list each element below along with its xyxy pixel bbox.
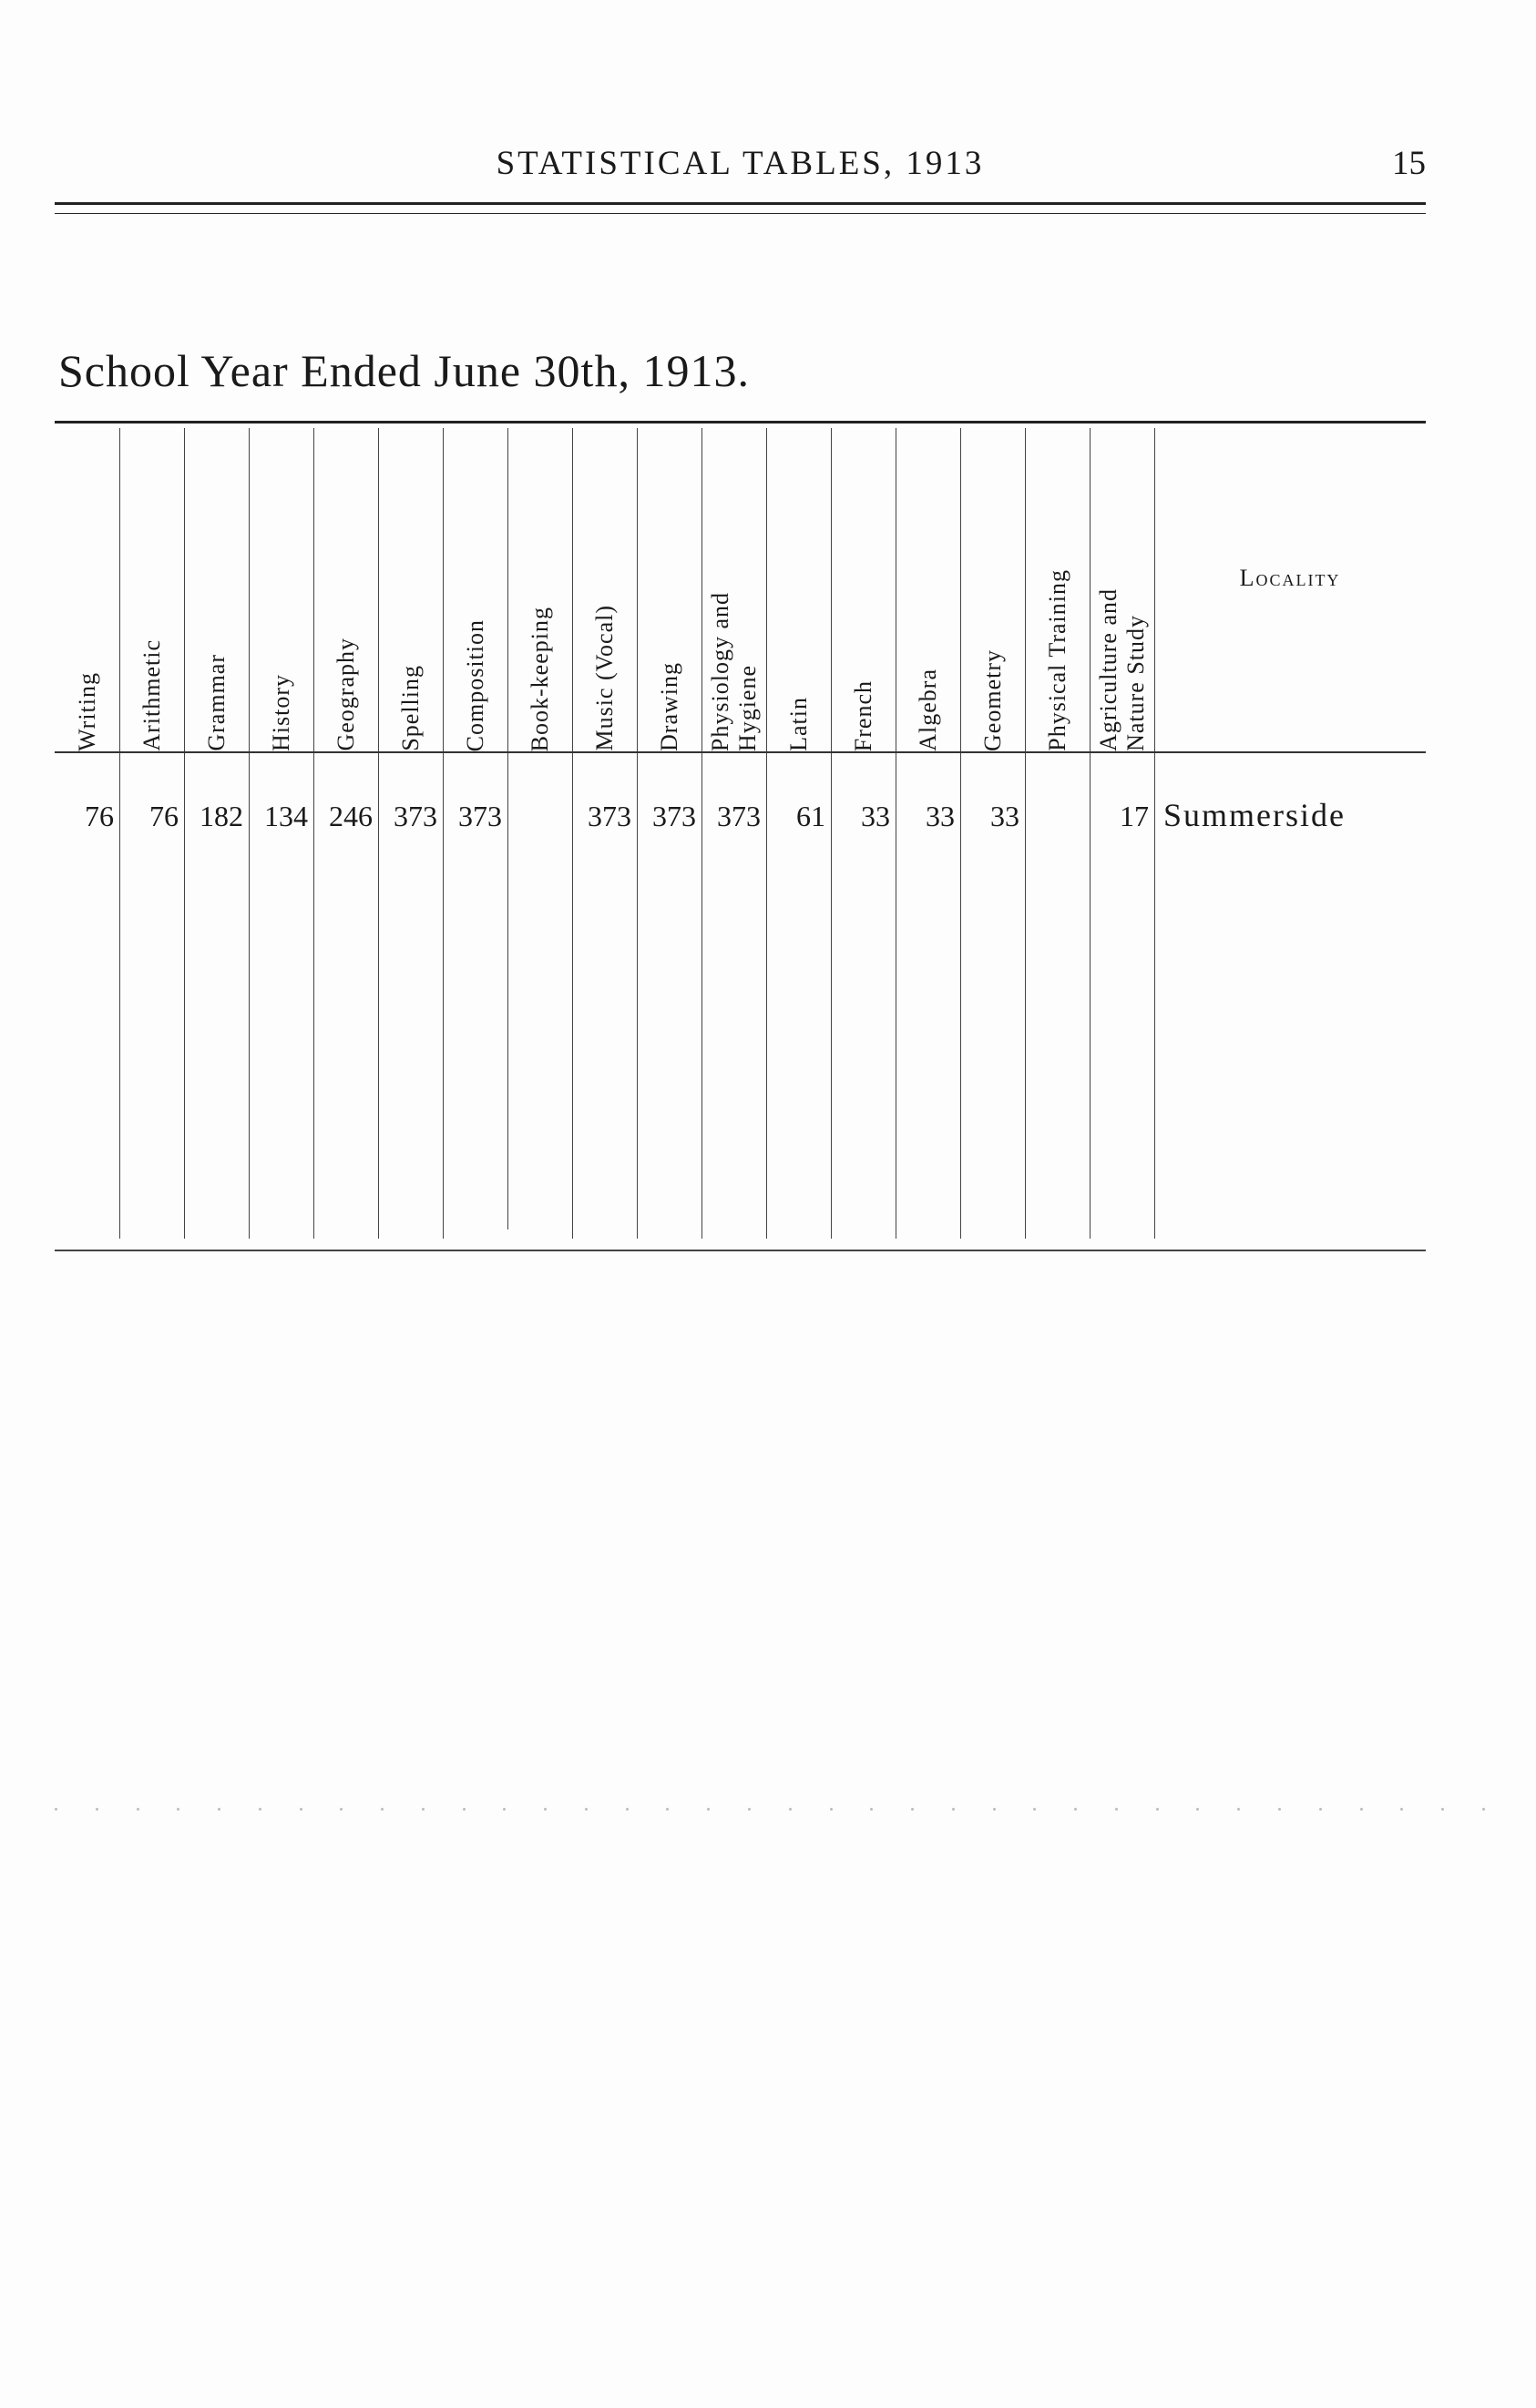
leader-dot: [911, 1808, 914, 1811]
table-cell: 134: [264, 800, 308, 832]
leader-dot: [340, 1808, 343, 1811]
column-header: [701, 428, 766, 751]
leader-dot: [422, 1808, 425, 1811]
dotted-leader: [55, 1808, 1485, 1817]
leader-dot: [748, 1808, 751, 1811]
statistics-table: [55, 428, 1426, 1248]
table-cell: 33: [861, 800, 890, 832]
leader-dot: [870, 1808, 873, 1811]
column-header-label: Geography: [332, 638, 359, 751]
column-header-label: Latin: [784, 697, 812, 751]
table-cell: 33: [926, 800, 955, 832]
leader-dot: [463, 1808, 466, 1811]
column-header-label: Book-keeping: [526, 606, 553, 751]
table-cell: 373: [458, 800, 502, 832]
column-header-label: Arithmetic: [138, 639, 165, 751]
column-header: [507, 428, 572, 751]
table-cell: 33: [990, 800, 1019, 832]
column-header: [119, 428, 184, 751]
table-cell: 373: [717, 800, 761, 832]
column-header-label: Music (Vocal): [590, 605, 618, 751]
leader-dot: [1237, 1808, 1240, 1811]
column-header: [313, 428, 378, 751]
leader-dot: [626, 1808, 629, 1811]
table-cell: 373: [588, 800, 631, 832]
column-header-label: Algebra: [914, 668, 941, 751]
locality-header: Locality: [1239, 565, 1341, 591]
leader-dot: [544, 1808, 547, 1811]
column-header-label: Composition: [461, 618, 488, 751]
column-header: [572, 428, 637, 751]
column-header-label: Writing: [73, 672, 100, 751]
header-rule-thin: [55, 213, 1426, 214]
leader-dot: [300, 1808, 302, 1811]
section-rule: [55, 421, 1426, 423]
table-cell: 246: [329, 800, 373, 832]
leader-dot: [585, 1808, 588, 1811]
column-header: [896, 428, 960, 751]
page-number: 15: [1392, 145, 1426, 182]
column-header-label: Agriculture and Nature Study: [1094, 588, 1149, 751]
leader-dot: [1033, 1808, 1036, 1811]
leader-dot: [830, 1808, 833, 1811]
leader-dot: [1400, 1808, 1403, 1811]
column-header: [443, 428, 507, 751]
leader-dot: [1196, 1808, 1199, 1811]
leader-dot: [952, 1808, 955, 1811]
table-cell: 76: [85, 800, 114, 832]
column-header-label: History: [267, 674, 294, 751]
leader-dot: [137, 1808, 139, 1811]
table-cell: 373: [394, 800, 437, 832]
column-header-label: Physiology and Hygiene: [706, 591, 761, 751]
leader-dot: [666, 1808, 669, 1811]
column-header: [1090, 428, 1154, 751]
column-header-label: Spelling: [396, 665, 424, 751]
header-rule-thick: [55, 202, 1426, 205]
header-underline: [55, 751, 1426, 753]
column-header: [249, 428, 313, 751]
column-header: [1025, 428, 1090, 751]
table-cell: 61: [796, 800, 825, 832]
table-cell: 76: [149, 800, 179, 832]
column-header-label: Geometry: [978, 649, 1006, 751]
leader-dot: [381, 1808, 384, 1811]
leader-dot: [789, 1808, 792, 1811]
column-divider: [1154, 428, 1155, 1239]
column-header-label: Physical Training: [1043, 569, 1070, 751]
table-cell: 182: [200, 800, 243, 832]
leader-dot: [1278, 1808, 1281, 1811]
column-header: [378, 428, 443, 751]
section-title: School Year Ended June 30th, 1913.: [58, 345, 750, 396]
running-head: [55, 144, 1426, 189]
table-cell: 17: [1120, 800, 1149, 832]
leader-dot: [707, 1808, 710, 1811]
leader-dot: [1319, 1808, 1322, 1811]
column-header: [184, 428, 249, 751]
column-header: [766, 428, 831, 751]
running-title: STATISTICAL TABLES, 1913: [496, 145, 985, 182]
column-header: [637, 428, 701, 751]
leader-dot: [993, 1808, 996, 1811]
column-header: [960, 428, 1025, 751]
table-bottom-rule: [55, 1250, 1426, 1251]
leader-dot: [1074, 1808, 1077, 1811]
leader-dot: [1482, 1808, 1485, 1811]
leader-dot: [177, 1808, 179, 1811]
leader-dot: [1115, 1808, 1118, 1811]
leader-dot: [1156, 1808, 1159, 1811]
column-header: [55, 428, 119, 751]
table-cell: 373: [652, 800, 696, 832]
leader-dot: [503, 1808, 506, 1811]
leader-dot: [55, 1808, 57, 1811]
leader-dot: [218, 1808, 220, 1811]
locality-cell: Summerside: [1163, 797, 1346, 833]
leader-dot: [96, 1808, 98, 1811]
leader-dot: [1441, 1808, 1444, 1811]
column-header: [831, 428, 896, 751]
column-header-label: French: [849, 679, 876, 751]
leader-dot: [1360, 1808, 1363, 1811]
column-header-label: Drawing: [655, 662, 682, 751]
leader-dot: [259, 1808, 261, 1811]
column-header-label: Grammar: [202, 654, 230, 751]
